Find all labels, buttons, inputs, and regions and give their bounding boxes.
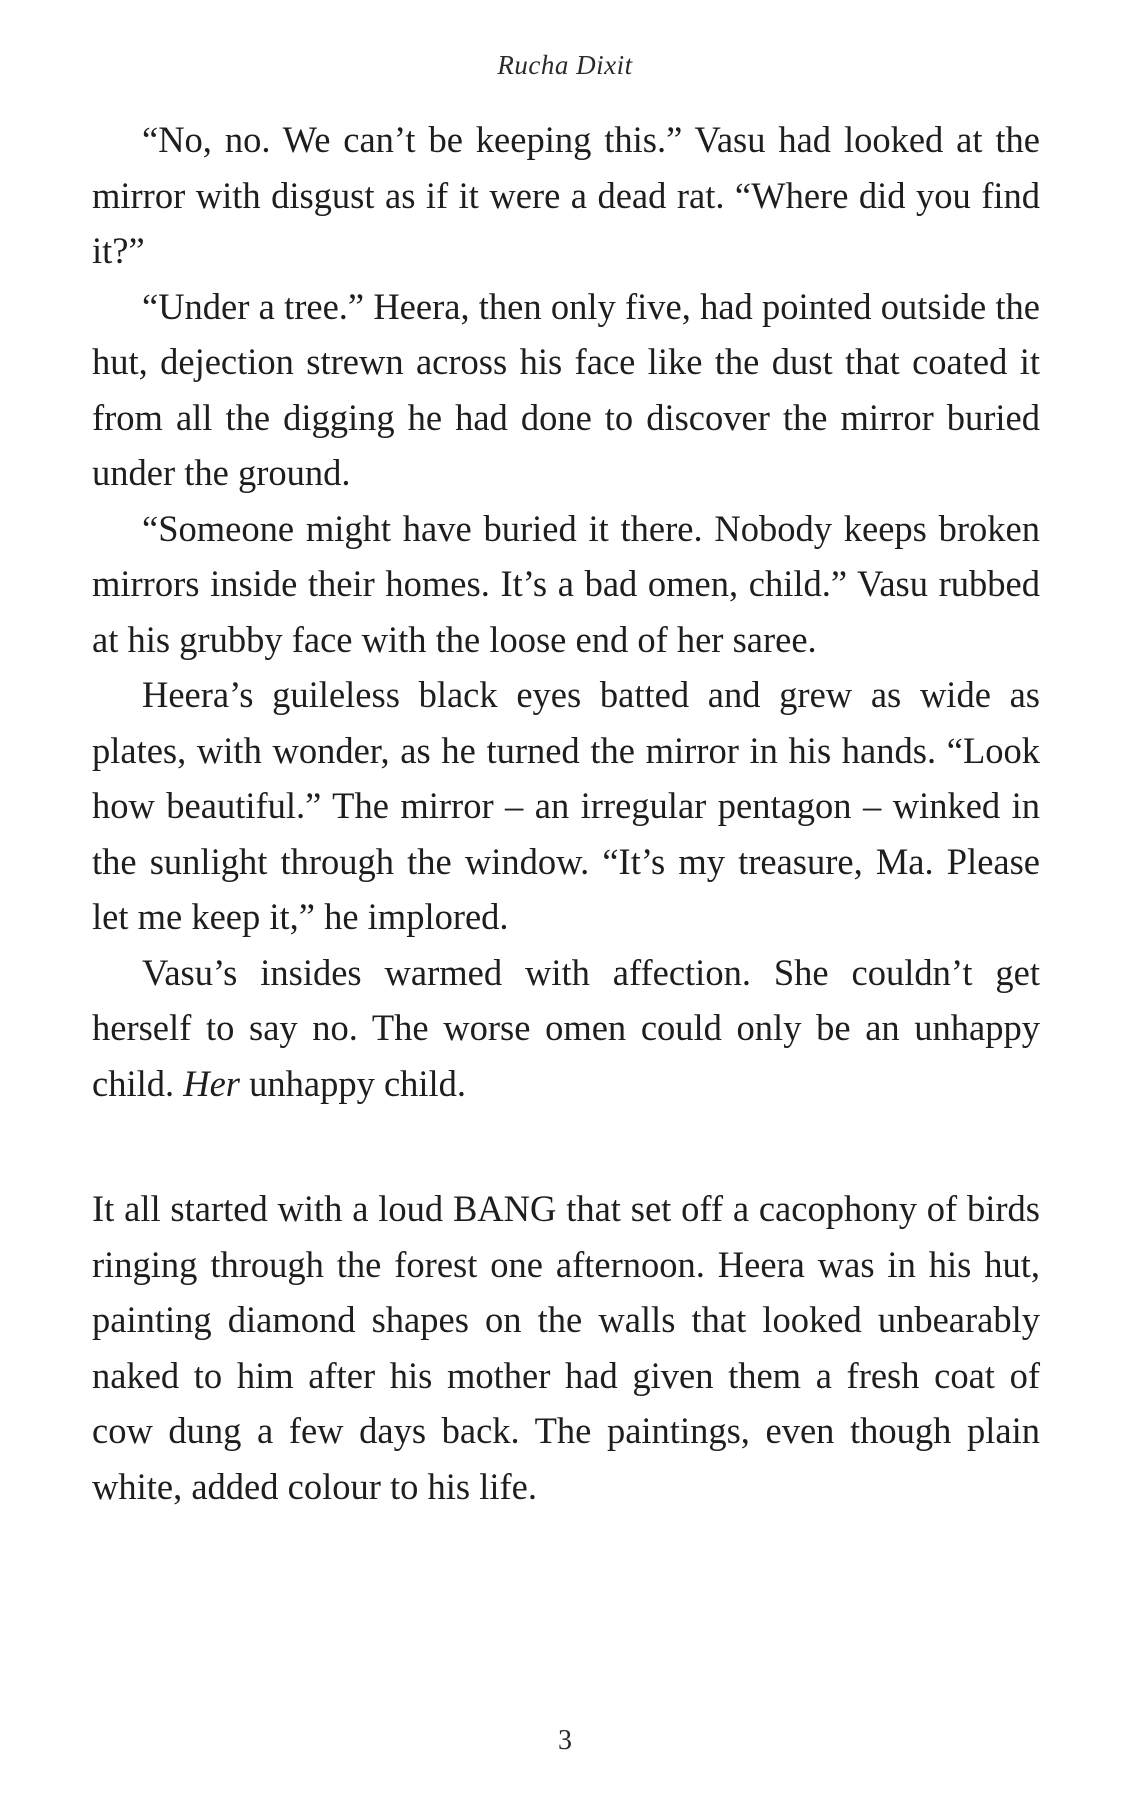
paragraph-4: Heera’s guileless black eyes batted and grew as wide as plates, with wonder, as he turned the mirror in his hands. “Look how beautiful.” The mirror – an irregular pentagon – winked in the sunlight through the window. “It’s my treasure, Ma. Please let me keep it,” he implored. bbox=[92, 674, 1040, 937]
paragraph-1: “No, no. We can’t be keeping this.” Vasu had looked at the mirror with disgust as if it were a dead rat. “Where did you find it?” bbox=[92, 119, 1040, 271]
body-text bbox=[92, 112, 1040, 1514]
paragraph-5 bbox=[92, 945, 1040, 1112]
paragraph-5-start: Vasu’s insides warmed with affection. She couldn’t get herself to say no. The worse omen could only be an unhappy child. bbox=[92, 951, 1040, 1104]
section-2-paragraph: It all started with a loud BANG that set off a cacophony of birds ringing through the forest one afternoon. Heera was in his hut, painting diamond shapes on the walls that looked unbearably naked to him after his mother had given them a fresh coat of cow dung a few days back. The paintings, even though plain white, added colour to his life. bbox=[92, 1188, 1040, 1507]
paragraph-3: “Someone might have buried it there. Nobody keeps broken mirrors inside their homes. It’s a bad omen, child.” Vasu rubbed at his grubby face with the loose end of her saree. bbox=[92, 507, 1040, 660]
running-header-author: Rucha Dixit bbox=[497, 50, 633, 80]
paragraph-5-emphasis: Her bbox=[183, 1062, 240, 1104]
section-break bbox=[92, 1111, 1040, 1181]
paragraph-2: “Under a tree.” Heera, then only five, had pointed outside the hut, dejection strewn across his face like the dust that coated it from all the digging he had done to discover the mirror buried under the ground. bbox=[92, 285, 1040, 493]
page-number: 3 bbox=[558, 1725, 572, 1756]
paragraph-5-end: unhappy child. bbox=[240, 1062, 467, 1104]
